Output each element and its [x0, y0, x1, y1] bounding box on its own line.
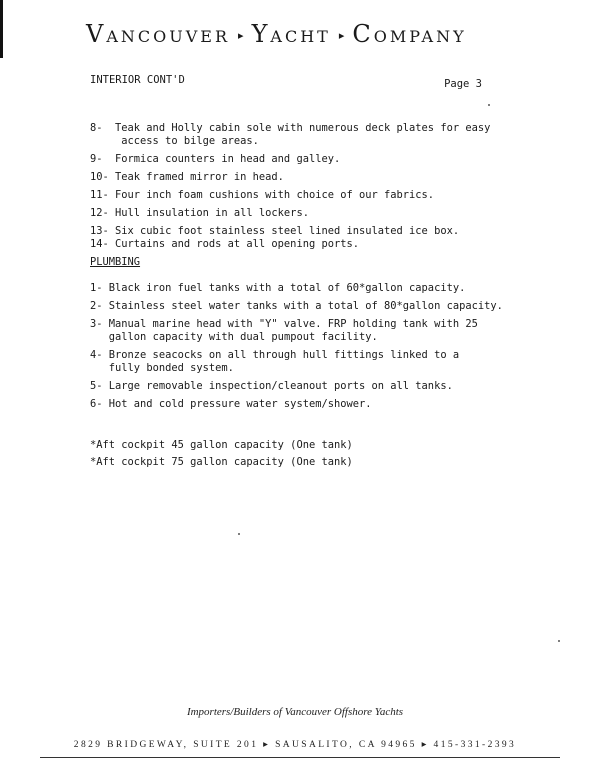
plumbing-list	[90, 282, 510, 411]
capacity-note-2: *Aft cockpit 75 gallon capacity (One tank)	[90, 456, 353, 468]
interior-item-10: 10- Teak framed mirror in head.	[90, 171, 284, 183]
letterhead-cap-1: V	[86, 20, 107, 48]
interior-item-12: 12- Hull insulation in all lockers.	[90, 207, 309, 219]
plumbing-item-6: 6- Hot and cold pressure water system/shower.	[90, 398, 372, 410]
section-title: INTERIOR CONT'D	[90, 74, 185, 86]
interior-item-13: 13- Six cubic foot stainless steel lined insulated ice box.	[90, 225, 460, 237]
scan-speck	[238, 533, 240, 535]
interior-item-9: 9- Formica counters in head and galley.	[90, 153, 341, 165]
plumbing-heading: PLUMBING	[90, 256, 141, 268]
interior-item-14: 14- Curtains and rods at all opening ports.	[90, 238, 359, 250]
capacity-note-1: *Aft cockpit 45 gallon capacity (One tank)	[90, 439, 353, 451]
scan-speck	[558, 640, 560, 642]
letterhead-cap-3: C	[352, 20, 374, 48]
interior-item-8: 8- Teak and Holly cabin sole with numerous deck plates for easy access to bilge areas.	[90, 122, 491, 147]
letterhead-word-1: ANCOUVER	[106, 27, 231, 46]
company-letterhead	[86, 20, 516, 48]
interior-item-11: 11- Four inch foam cushions with choice of our fabrics.	[90, 189, 435, 201]
plumbing-item-2: 2- Stainless steel water tanks with a total of 80*gallon capacity.	[90, 300, 503, 312]
plumbing-item-3: 3- Manual marine head with "Y" valve. FRP holding tank with 25 gallon capacity with dual pumpout facility.	[90, 318, 478, 343]
plumbing-item-1: 1- Black iron fuel tanks with a total of 60*gallon capacity.	[90, 282, 466, 294]
footer-tagline: Importers/Builders of Vancouver Offshore Yachts	[186, 706, 404, 718]
scan-edge-mark	[0, 0, 3, 58]
letterhead-separator-2: ▸	[338, 29, 345, 42]
letterhead-cap-2: Y	[251, 20, 271, 48]
letterhead-word-3: OMPANY	[373, 27, 467, 46]
scan-speck	[488, 104, 490, 106]
footer-divider	[40, 757, 560, 758]
page-number: Page 3	[444, 78, 482, 90]
letterhead-separator-1: ▸	[238, 29, 244, 42]
plumbing-item-4: 4- Bronze seacocks on all through hull fittings linked to a fully bonded system.	[90, 349, 460, 374]
plumbing-item-5: 5- Large removable inspection/cleanout ports on all tanks.	[90, 380, 453, 392]
spec-body	[90, 122, 510, 473]
letterhead-word-2: ACHT	[270, 27, 331, 46]
interior-list	[90, 122, 510, 251]
footer-address: 2829 BRIDGEWAY, SUITE 201 ▸ SAUSALITO, CA 94965 ▸ 415-331-2393	[73, 740, 517, 750]
capacity-notes	[90, 439, 510, 469]
